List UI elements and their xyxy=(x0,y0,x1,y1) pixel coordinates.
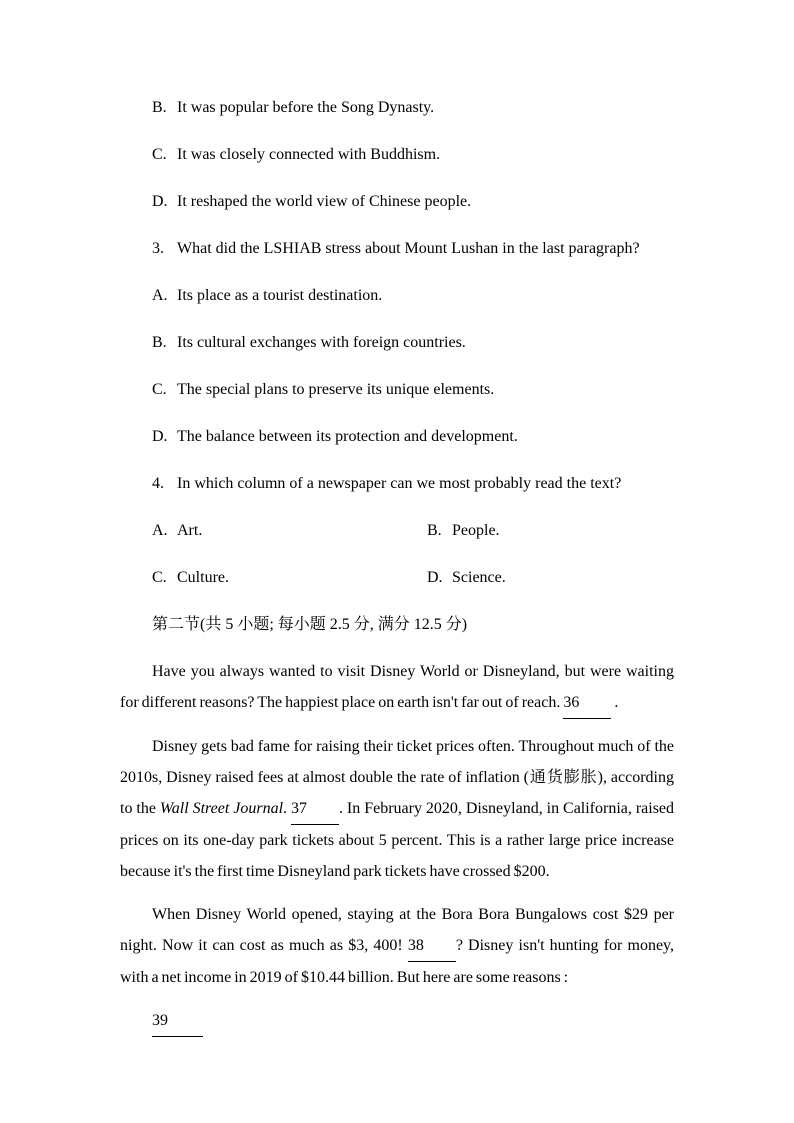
option-label: C. xyxy=(152,569,167,586)
question-number: 3. xyxy=(152,240,164,257)
option-text: It reshaped the world view of Chinese people. xyxy=(177,193,472,210)
passage-text: to the xyxy=(120,800,156,817)
option-row-q4-cd xyxy=(120,562,674,593)
option-label: A. xyxy=(152,522,168,539)
passage-line xyxy=(120,962,674,993)
option-label: D. xyxy=(152,193,168,210)
option-line-q2-c xyxy=(120,139,674,170)
passage-line xyxy=(120,825,674,856)
passage-line xyxy=(120,731,674,762)
question-text: What did the LSHIAB stress about Mount Lushan in the last paragraph? xyxy=(177,240,640,257)
option-line-q3-b xyxy=(120,327,674,358)
option-text: Culture. xyxy=(177,569,229,586)
option-text: It was closely connected with Buddhism. xyxy=(177,146,441,163)
journal-title-italic: Wall Street Journal xyxy=(159,800,284,817)
option-cell-q4-b xyxy=(427,515,500,546)
option-label: B. xyxy=(152,334,167,351)
passage-text: ? Disney isn't hunting for money, xyxy=(455,937,674,954)
passage-line xyxy=(120,856,674,887)
blank-38: 38 xyxy=(408,930,456,962)
passage-text: . xyxy=(283,800,288,817)
option-line-q2-b xyxy=(120,92,674,123)
option-label: B. xyxy=(427,522,442,539)
blank-37: 37 xyxy=(291,793,339,825)
passage-line xyxy=(120,656,674,687)
passage-text: Disney gets bad fame for raising their ticket prices often. Throughout much of the xyxy=(152,738,674,755)
option-label: D. xyxy=(152,428,168,445)
passage-line xyxy=(120,930,674,962)
blank-39: 39 xyxy=(152,1005,203,1037)
passage-text: . In February 2020, Disneyland, in California, raised xyxy=(338,800,675,817)
option-label: D. xyxy=(427,569,443,586)
passage-text: with a net income in 2019 of $10.44 billion. But here are some reasons : xyxy=(120,969,569,986)
passage-paragraph-4 xyxy=(120,1005,674,1037)
option-text: Art. xyxy=(177,522,203,539)
passage-text: for different reasons? The happiest place on earth isn't far out of reach. xyxy=(120,694,561,711)
option-cell-q4-a xyxy=(152,515,427,546)
blank-36: 36 xyxy=(563,687,611,719)
option-line-q3-c xyxy=(120,374,674,405)
option-text: People. xyxy=(452,522,500,539)
passage-line xyxy=(120,793,674,825)
option-text: Its cultural exchanges with foreign countries. xyxy=(177,334,466,351)
option-text: It was popular before the Song Dynasty. xyxy=(177,99,435,116)
passage-text: Have you always wanted to visit Disney World or Disneyland, but were waiting xyxy=(152,663,674,680)
question-number: 4. xyxy=(152,475,164,492)
passage-text: prices on its one-day park tickets about 5 percent. This is a rather large price increase xyxy=(120,832,674,849)
option-row-q4-ab xyxy=(120,515,674,546)
option-line-q3-d xyxy=(120,421,674,452)
passage-line xyxy=(120,687,674,719)
section-header xyxy=(120,609,674,640)
question-text: In which column of a newspaper can we most probably read the text? xyxy=(177,475,622,492)
passage-paragraph-3 xyxy=(120,899,674,993)
option-line-q2-d xyxy=(120,186,674,217)
passage-paragraph-1 xyxy=(120,656,674,719)
passage-text: When Disney World opened, staying at the Bora Bora Bungalows cost $29 per xyxy=(152,906,674,923)
option-cell-q4-d xyxy=(427,562,506,593)
passage-text: . xyxy=(614,694,619,711)
passage-line xyxy=(120,1005,674,1037)
option-label: C. xyxy=(152,146,167,163)
option-label: A. xyxy=(152,287,168,304)
option-text: The special plans to preserve its unique elements. xyxy=(177,381,495,398)
passage-line xyxy=(120,899,674,930)
option-line-q3-a xyxy=(120,280,674,311)
passage-text: because it's the first time Disneyland park tickets have crossed $200. xyxy=(120,863,550,880)
option-text: Its place as a tourist destination. xyxy=(177,287,383,304)
option-text: The balance between its protection and development. xyxy=(177,428,518,445)
option-text: Science. xyxy=(452,569,506,586)
option-label: B. xyxy=(152,99,167,116)
passage-line xyxy=(120,762,674,793)
passage-text: 2010s, Disney raised fees at almost double the rate of inflation (通货膨胀), according xyxy=(120,769,674,786)
option-label: C. xyxy=(152,381,167,398)
passage-text: night. Now it can cost as much as $3, 400! xyxy=(120,937,403,954)
question-4-stem xyxy=(120,468,674,499)
section-header-text: 第二节(共 5 小题; 每小题 2.5 分, 满分 12.5 分) xyxy=(152,616,468,633)
option-cell-q4-c xyxy=(152,562,427,593)
question-3-stem xyxy=(120,233,674,264)
passage-paragraph-2 xyxy=(120,731,674,887)
